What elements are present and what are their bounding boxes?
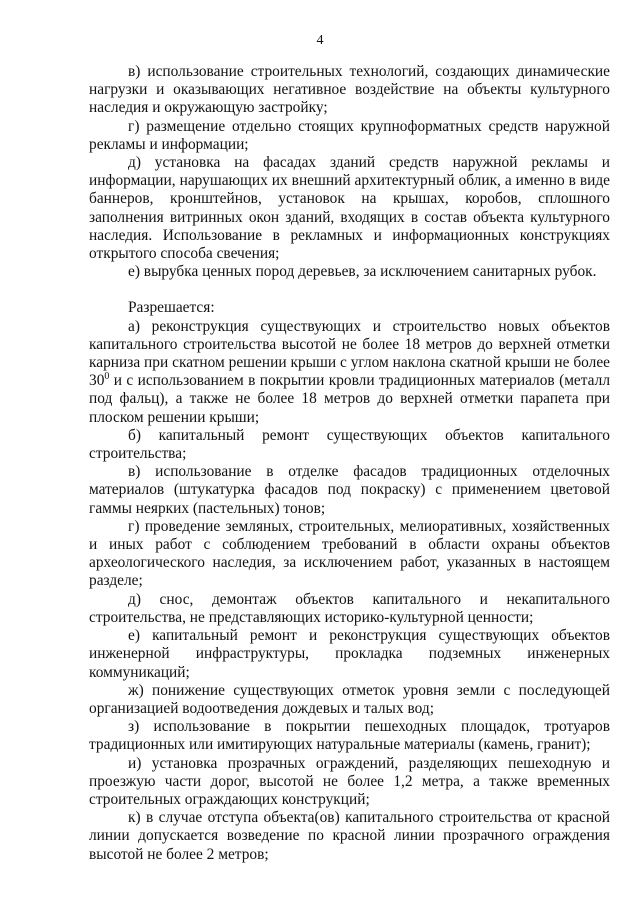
permitted-item-a — [89, 318, 610, 427]
permitted-item-b: б) капитальный ремонт существующих объектов капитального строительства; — [89, 426, 610, 463]
permitted-item-i: и) установка прозрачных ограждений, разделяющих пешеходную и проезжую части дорог, высотой не более 1,2 метра, а также временных строительных ограждающих конструкций; — [89, 754, 610, 808]
prohibited-item-g: г) размещение отдельно стоящих крупноформатных средств наружной рекламы и информации; — [89, 117, 610, 153]
permitted-item-a-text: а) реконструкция существующих и строительство новых объектов капитального строительства высотой не более 18 метров до верхней отметки карниза при скатном решении крыши с углом наклона скатной крыши не более 30 — [89, 317, 610, 390]
prohibited-item-e: е) вырубка ценных пород деревьев, за исключением санитарных рубок. — [128, 263, 597, 281]
permitted-item-v: в) использование в отделке фасадов традиционных отделочных материалов (штукатурка фасадов под покраску) с применением цветовой гаммы неярких (пастельных) тонов; — [89, 463, 610, 517]
page-number: 4 — [316, 33, 324, 48]
document-body — [89, 63, 610, 864]
degree-superscript: 0 — [104, 371, 110, 383]
section-gap — [89, 281, 610, 299]
permitted-item-k: к) в случае отступа объекта(ов) капитального строительства от красной линии допускается возведение по красной линии прозрачного ограждения высотой не более 2 метров; — [89, 809, 610, 863]
permitted-heading: Разрешается: — [128, 299, 215, 317]
prohibited-item-v: в) использование строительных технологий, создающих динамические нагрузки и оказывающих негативное воздействие на объекты культурного наследия и окружающую застройку; — [89, 63, 610, 117]
permitted-item-g: г) проведение земляных, строительных, мелиоративных, хозяйственных и иных работ с соблюдением требований в области охраны объектов археологического наследия, за исключением работ, указанных в настоящем разделе; — [89, 517, 610, 590]
prohibited-item-d: д) установка на фасадах зданий средств наружной рекламы и информации, нарушающих их внешний архитектурный облик, а именно в виде баннеров, кронштейнов, установок на крышах, коробов, сплошного заполнения витринных окон зданий, входящих в состав объекта культурного наследия. Использование в рекламных и информационных конструкциях открытого способа свечения; — [89, 154, 610, 263]
permitted-item-a-text-cont: и с использованием в покрытии кровли традиционных материалов (металл под фальц), а также не более 18 метров до верхней отметки парапета при плоском решении крыши; — [89, 372, 610, 426]
permitted-item-zh: ж) понижение существующих отметок уровня земли с последующей организацией водоотведения дождевых и талых вод; — [89, 681, 610, 717]
permitted-item-d: д) снос, демонтаж объектов капитального и некапитального строительства, не представляющих историко-культурной ценности; — [89, 590, 610, 626]
permitted-item-e: е) капитальный ремонт и реконструкция существующих объектов инженерной инфраструктуры, прокладка подземных инженерных коммуникаций; — [89, 627, 610, 681]
permitted-item-z: з) использование в покрытии пешеходных площадок, тротуаров традиционных или имитирующих натуральные материалы (камень, гранит); — [89, 718, 610, 754]
